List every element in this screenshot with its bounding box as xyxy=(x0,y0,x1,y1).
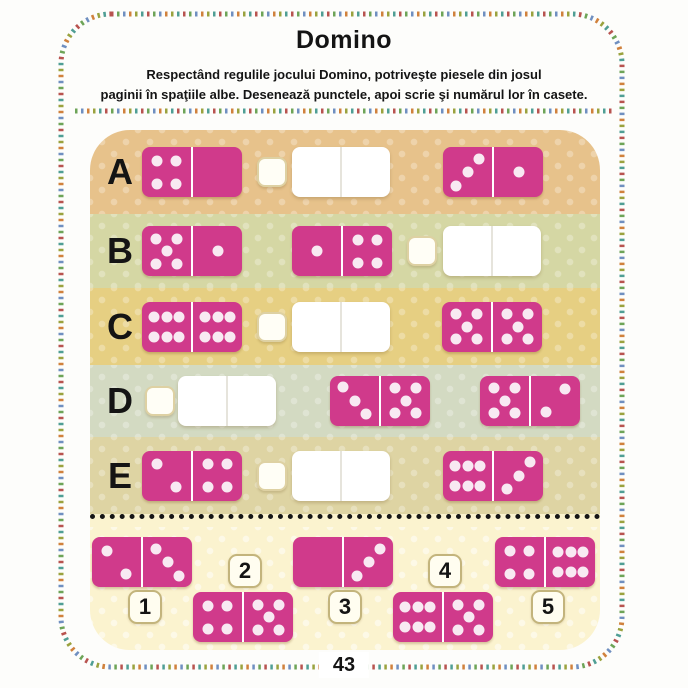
row-a xyxy=(90,130,600,214)
domino-5-2 xyxy=(480,376,580,426)
pip xyxy=(510,408,521,419)
pip xyxy=(101,545,112,556)
pip xyxy=(488,408,499,419)
pip xyxy=(424,622,435,633)
pip xyxy=(400,602,411,613)
dotted-cut-line xyxy=(90,514,600,527)
pip xyxy=(172,233,183,244)
answer-box-b[interactable] xyxy=(407,236,437,266)
pip xyxy=(524,568,535,579)
puzzle-board xyxy=(90,130,600,650)
pip xyxy=(274,599,285,610)
domino-half-1 xyxy=(492,147,543,197)
pip xyxy=(523,334,534,345)
pip xyxy=(450,480,461,491)
pip xyxy=(372,234,383,245)
domino-half-6 xyxy=(544,537,595,587)
pip xyxy=(513,470,524,481)
pip xyxy=(389,408,400,419)
pip xyxy=(349,395,360,406)
domino-half-0 xyxy=(191,147,242,197)
pip xyxy=(222,482,233,493)
pip xyxy=(412,602,423,613)
answer-box-c[interactable] xyxy=(257,312,287,342)
domino-tray xyxy=(90,527,600,650)
pip xyxy=(150,543,161,554)
domino-half-6 xyxy=(393,592,442,642)
domino-5-5 xyxy=(442,302,542,352)
pip xyxy=(252,599,263,610)
pip xyxy=(171,155,182,166)
pip xyxy=(553,547,564,558)
pip xyxy=(450,460,461,471)
tray-domino-4-6 xyxy=(495,537,595,587)
domino-3-1 xyxy=(443,147,543,197)
pip xyxy=(474,624,485,635)
slot-number-3 xyxy=(328,590,362,624)
blank-half xyxy=(340,302,390,352)
page-number: 43 xyxy=(319,652,369,678)
pip xyxy=(504,568,515,579)
pip xyxy=(501,309,512,320)
domino-half-3 xyxy=(141,537,192,587)
blank-half xyxy=(340,451,390,501)
domino-4-0 xyxy=(142,147,242,197)
blank-half xyxy=(178,376,226,426)
tray-domino-4-5 xyxy=(193,592,293,642)
slot-1-label: 1 xyxy=(138,594,152,620)
instructions xyxy=(70,65,618,105)
slot-number-2 xyxy=(228,554,262,588)
domino-1-4 xyxy=(292,226,392,276)
pip xyxy=(224,311,235,322)
pip xyxy=(411,383,422,394)
pip xyxy=(161,311,172,322)
blank-half xyxy=(292,147,340,197)
pip xyxy=(400,622,411,633)
domino-half-5 xyxy=(442,592,493,642)
domino-6-3 xyxy=(443,451,543,501)
domino-half-4 xyxy=(341,226,392,276)
pip xyxy=(462,167,473,178)
pip xyxy=(263,612,274,623)
slot-2-label: 2 xyxy=(238,558,252,584)
slot-number-1 xyxy=(128,590,162,624)
pip xyxy=(222,623,233,634)
blank-domino-d[interactable] xyxy=(178,376,276,426)
domino-half-3 xyxy=(443,147,492,197)
pip xyxy=(504,545,515,556)
pip xyxy=(525,457,536,468)
domino-half-6 xyxy=(443,451,492,501)
row-b-label: B xyxy=(107,230,133,272)
row-e-label: E xyxy=(107,454,132,496)
pip xyxy=(513,167,524,178)
blank-domino-a[interactable] xyxy=(292,147,390,197)
domino-half-5 xyxy=(480,376,529,426)
pip xyxy=(363,557,374,568)
pip xyxy=(202,459,213,470)
domino-half-0 xyxy=(293,537,342,587)
domino-half-2 xyxy=(92,537,141,587)
pip xyxy=(450,334,461,345)
pip xyxy=(121,568,132,579)
pip xyxy=(540,407,551,418)
pip xyxy=(375,543,386,554)
pip xyxy=(149,311,160,322)
pip xyxy=(463,612,474,623)
pip xyxy=(361,409,372,420)
pip xyxy=(553,567,564,578)
domino-half-5 xyxy=(242,592,293,642)
slot-number-4 xyxy=(428,554,462,588)
instructions-line-2: paginii în spaţiile albe. Desenează punctele, apoi scrie şi numărul lor în casete. xyxy=(100,87,588,103)
pip xyxy=(212,246,223,257)
domino-2-4 xyxy=(142,451,242,501)
row-a-label: A xyxy=(107,151,133,193)
answer-box-e[interactable] xyxy=(257,461,287,491)
row-d-label: D xyxy=(107,379,133,421)
blank-half xyxy=(292,302,340,352)
pip xyxy=(151,459,162,470)
pip xyxy=(151,155,162,166)
pip xyxy=(200,331,211,342)
answer-box-a[interactable] xyxy=(257,157,287,187)
slot-5-label: 5 xyxy=(541,594,555,620)
domino-half-1 xyxy=(191,226,242,276)
answer-box-d[interactable] xyxy=(145,386,175,416)
pip xyxy=(400,395,411,406)
domino-half-5 xyxy=(442,302,491,352)
blank-half xyxy=(340,147,390,197)
row-c xyxy=(90,288,600,364)
pip xyxy=(202,600,213,611)
domino-half-3 xyxy=(330,376,379,426)
pip xyxy=(212,311,223,322)
pip xyxy=(252,624,263,635)
domino-half-1 xyxy=(292,226,341,276)
domino-6-6 xyxy=(142,302,242,352)
pip xyxy=(452,624,463,635)
pip xyxy=(172,258,183,269)
title-area xyxy=(70,26,618,105)
domino-half-4 xyxy=(191,451,242,501)
blank-half xyxy=(491,226,541,276)
pip xyxy=(150,233,161,244)
pip xyxy=(161,246,172,257)
blank-domino-b[interactable] xyxy=(443,226,541,276)
blank-domino-e[interactable] xyxy=(292,451,390,501)
pip xyxy=(352,257,363,268)
row-d xyxy=(90,365,600,437)
domino-half-5 xyxy=(142,226,191,276)
tray-domino-0-3 xyxy=(293,537,393,587)
pip xyxy=(510,383,521,394)
pip xyxy=(171,178,182,189)
domino-5-1 xyxy=(142,226,242,276)
pip xyxy=(424,602,435,613)
pip xyxy=(523,309,534,320)
pip xyxy=(173,331,184,342)
pip xyxy=(450,180,461,191)
pip xyxy=(311,246,322,257)
pip xyxy=(224,331,235,342)
pip xyxy=(472,334,483,345)
domino-3-5 xyxy=(330,376,430,426)
pip xyxy=(474,460,485,471)
pip xyxy=(462,480,473,491)
pip xyxy=(162,557,173,568)
page-title: Domino xyxy=(295,26,393,54)
pip xyxy=(274,624,285,635)
row-e xyxy=(90,437,600,514)
domino-half-3 xyxy=(342,537,393,587)
pip xyxy=(174,570,185,581)
pip xyxy=(151,178,162,189)
slot-number-5 xyxy=(531,590,565,624)
pip xyxy=(372,257,383,268)
pip xyxy=(222,600,233,611)
domino-half-4 xyxy=(495,537,544,587)
pip xyxy=(450,309,461,320)
pip xyxy=(200,311,211,322)
pip xyxy=(565,547,576,558)
tray-domino-2-3 xyxy=(92,537,192,587)
domino-half-6 xyxy=(142,302,191,352)
blank-half xyxy=(292,451,340,501)
pip xyxy=(560,384,571,395)
pip xyxy=(501,484,512,495)
pip xyxy=(577,547,588,558)
domino-half-5 xyxy=(379,376,430,426)
pip xyxy=(202,623,213,634)
blank-domino-c[interactable] xyxy=(292,302,390,352)
pip xyxy=(173,311,184,322)
pip xyxy=(501,334,512,345)
pip xyxy=(337,382,348,393)
blank-half xyxy=(226,376,276,426)
blank-half xyxy=(443,226,491,276)
pip xyxy=(499,395,510,406)
row-b xyxy=(90,214,600,288)
pip xyxy=(171,482,182,493)
pip xyxy=(461,321,472,332)
pip xyxy=(411,408,422,419)
pip xyxy=(474,480,485,491)
pip xyxy=(565,567,576,578)
pip xyxy=(202,482,213,493)
instructions-line-1: Respectând regulile jocului Domino, potriveşte piesele din josul xyxy=(146,67,542,82)
slot-4-label: 4 xyxy=(438,558,452,584)
tray-domino-6-5 xyxy=(393,592,493,642)
pip xyxy=(389,383,400,394)
pip xyxy=(351,570,362,581)
pip xyxy=(352,234,363,245)
domino-half-3 xyxy=(492,451,543,501)
domino-half-5 xyxy=(491,302,542,352)
domino-half-6 xyxy=(191,302,242,352)
pip xyxy=(161,331,172,342)
pip xyxy=(462,460,473,471)
domino-half-2 xyxy=(529,376,580,426)
pip xyxy=(524,545,535,556)
pip xyxy=(412,622,423,633)
domino-half-4 xyxy=(142,147,191,197)
pip xyxy=(512,321,523,332)
pip xyxy=(577,567,588,578)
pip xyxy=(150,258,161,269)
pip xyxy=(149,331,160,342)
pip xyxy=(474,153,485,164)
pip xyxy=(472,309,483,320)
pip xyxy=(474,599,485,610)
domino-half-4 xyxy=(193,592,242,642)
pip xyxy=(452,599,463,610)
row-c-label: C xyxy=(107,305,133,347)
slot-3-label: 3 xyxy=(338,594,352,620)
pip xyxy=(212,331,223,342)
pip xyxy=(222,459,233,470)
pip xyxy=(488,383,499,394)
domino-half-2 xyxy=(142,451,191,501)
